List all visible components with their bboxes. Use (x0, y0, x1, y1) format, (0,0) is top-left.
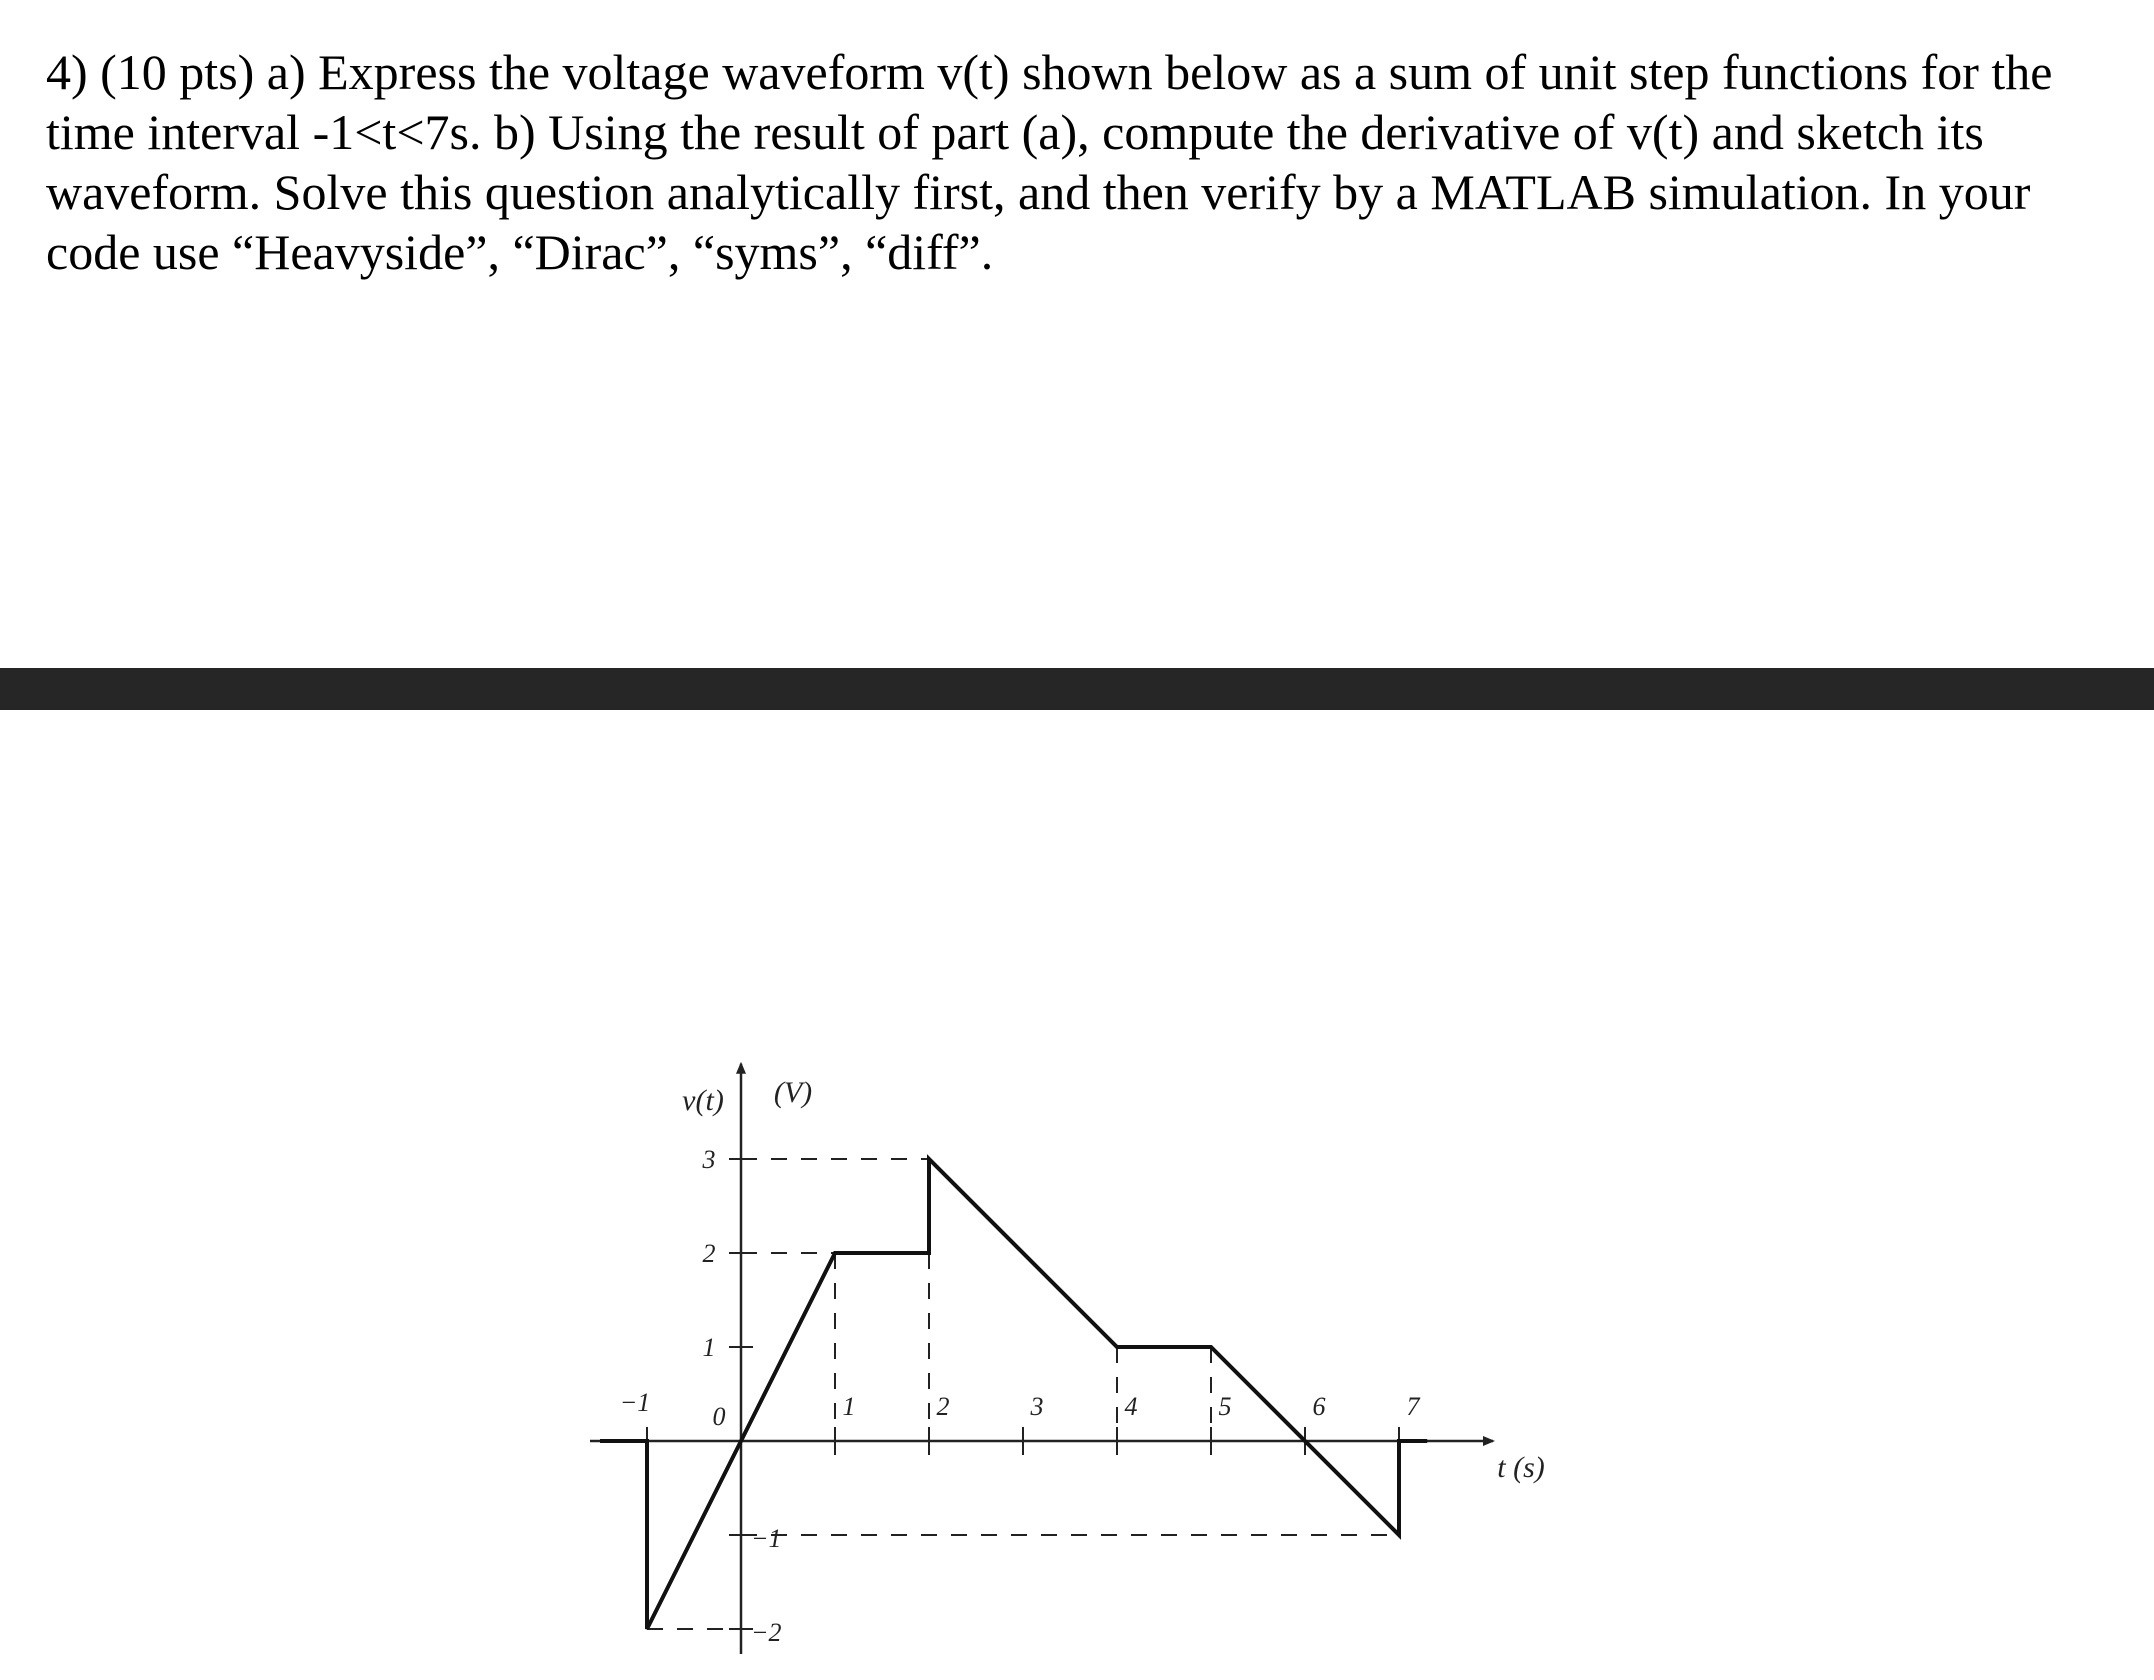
x-tick-label: 6 (1312, 1392, 1326, 1421)
x-tick-label: −1 (619, 1388, 651, 1417)
tick-marks (647, 1159, 1399, 1629)
y-tick-label: 1 (702, 1333, 716, 1362)
x-tick-label: 3 (1030, 1392, 1044, 1421)
question-text: 4) (10 pts) a) Express the voltage waveform v(t) shown below as a sum of unit step functions for the time interval -1<t<7s. b) Using the result of part (a), compute the derivative of v(t) and sketch its waveform. Solve this question analytically first, and then verify by a MATLAB simulation. In your code use “Heavyside”, “Dirac”, “syms”, “diff”. (46, 44, 2053, 280)
axes (590, 1064, 1493, 1654)
x-tick-label: 5 (1218, 1392, 1232, 1421)
x-tick-label: 4 (1124, 1392, 1138, 1421)
x-tick-label: 1 (842, 1392, 856, 1421)
waveform-series (600, 1159, 1427, 1629)
y-axis-label: v(t) (682, 1083, 724, 1117)
y-tick-label: 2 (702, 1239, 716, 1268)
waveform-line (600, 1159, 1427, 1629)
x-axis-label: t (s) (1497, 1451, 1545, 1484)
y-tick-label: −2 (751, 1618, 782, 1647)
x-tick-label: 7 (1406, 1392, 1420, 1421)
x-tick-label: 2 (936, 1392, 950, 1421)
y-tick-label: 0 (712, 1402, 726, 1431)
y-axis-unit: (V) (773, 1075, 813, 1109)
y-tick-label: −1 (751, 1524, 782, 1553)
y-tick-label: 3 (702, 1145, 716, 1174)
axis-titles (682, 1076, 1545, 1484)
guide-lines (647, 1159, 1399, 1629)
